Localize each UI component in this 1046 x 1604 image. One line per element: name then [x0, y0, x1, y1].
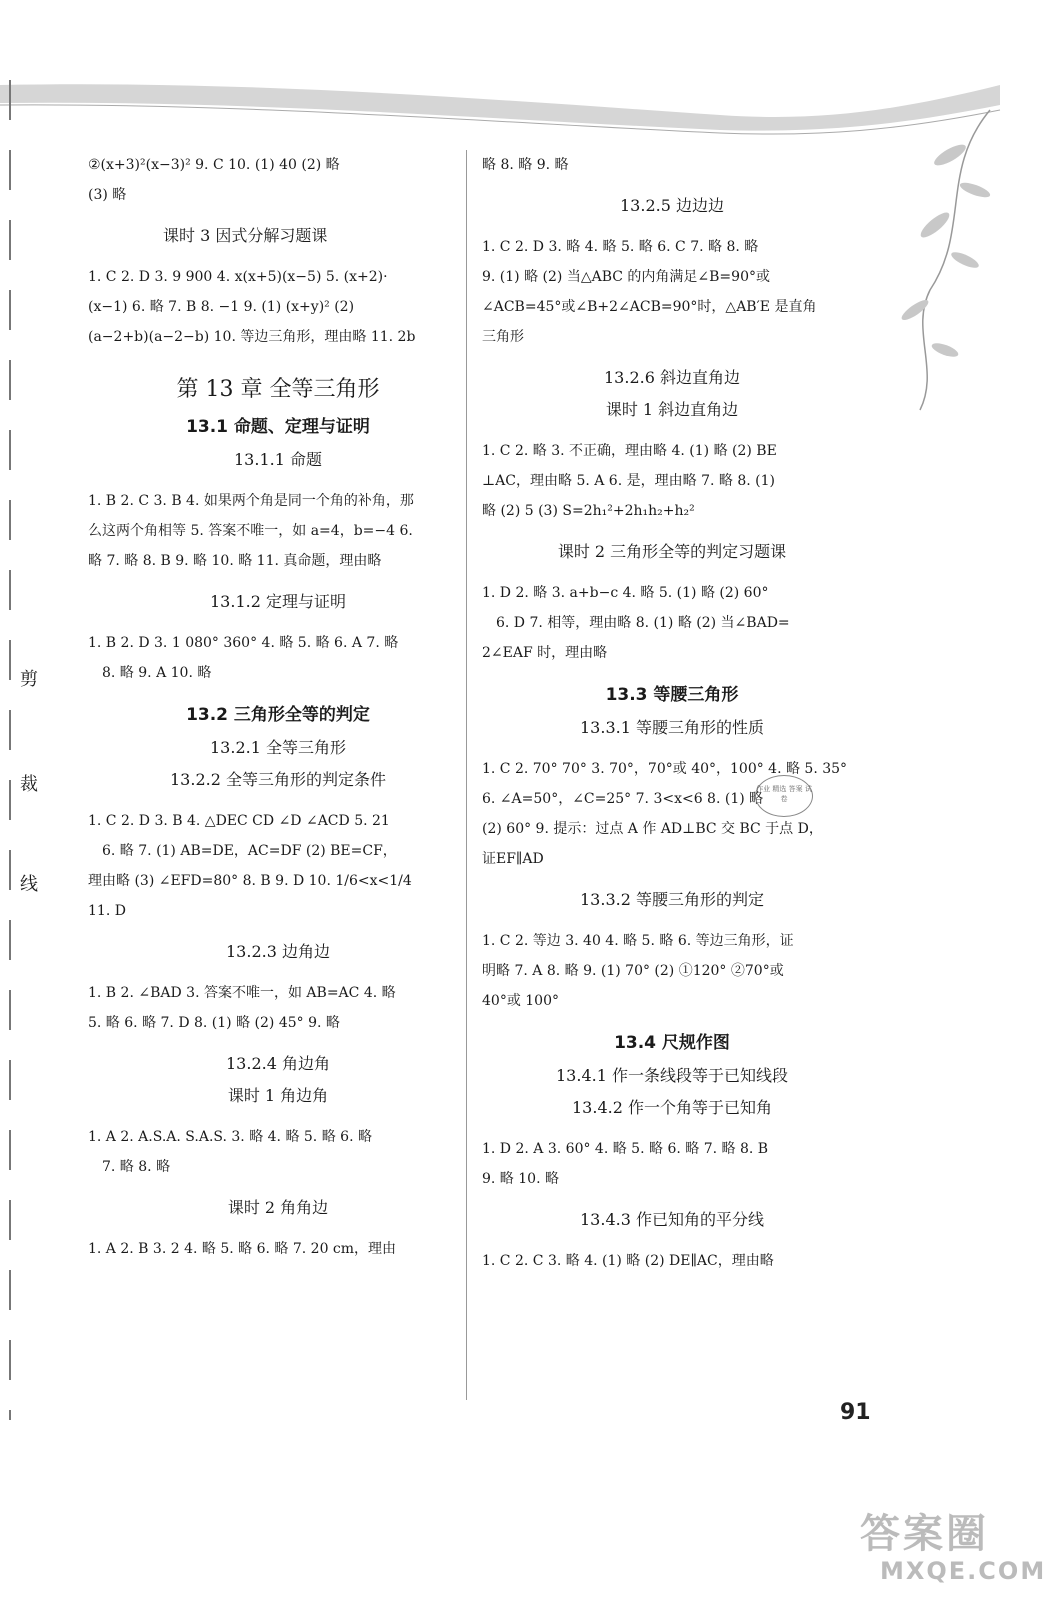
answer-line: 明略 7. A 8. 略 9. (1) 70° (2) ①120° ②70°或 — [482, 963, 784, 979]
answer-line: (x−1) 6. 略 7. B 8. −1 9. (1) (x+y)² (2) — [88, 299, 355, 315]
section-heading: 13.4.3 作已知角的平分线 — [580, 1210, 764, 1229]
answer-line: (a−2+b)(a−2−b) 10. 等边三角形，理由略 11. 2b — [88, 329, 416, 345]
answer-line: 1. B 2. C 3. B 4. 如果两个角是同一个角的补角，那 — [88, 493, 414, 509]
section-heading: 13.2.5 边边边 — [620, 196, 724, 215]
answer-line: 8. 略 9. A 10. 略 — [102, 665, 212, 681]
header-banner — [0, 75, 1000, 145]
section-heading: 课时 2 角角边 — [227, 1198, 329, 1217]
cut-label-2: 裁 — [20, 774, 38, 795]
watermark-url: MXQE.COM — [880, 1557, 1046, 1585]
answer-line: 2∠EAF 时，理由略 — [482, 645, 608, 661]
section-heading: 13.2 三角形全等的判定 — [186, 705, 370, 725]
cut-label-1: 剪 — [20, 669, 38, 690]
section-heading: 13.4.2 作一个角等于已知角 — [572, 1098, 772, 1117]
section-heading: 13.2.3 边角边 — [226, 942, 330, 961]
answer-line: 7. 略 8. 略 — [102, 1159, 171, 1175]
answer-line: 1. D 2. A 3. 60° 4. 略 5. 略 6. 略 7. 略 8. B — [482, 1141, 769, 1157]
section-heading: 13.2.2 全等三角形的判定条件 — [170, 770, 386, 789]
answer-line: 1. C 2. C 3. 略 4. (1) 略 (2) DE∥AC，理由略 — [482, 1253, 774, 1269]
answer-line: 5. 略 6. 略 7. D 8. (1) 略 (2) 45° 9. 略 — [88, 1015, 340, 1031]
answer-line: 略 (2) 5 (3) S=2h₁²+2h₁h₂+h₂² — [482, 503, 695, 519]
cut-label-3: 线 — [20, 874, 38, 895]
answer-line: 略 7. 略 8. B 9. 略 10. 略 11. 真命题，理由略 — [88, 553, 382, 569]
section-heading: 13.2.4 角边角 — [226, 1054, 330, 1073]
answer-line: 1. C 2. D 3. 略 4. 略 5. 略 6. C 7. 略 8. 略 — [482, 239, 759, 255]
answer-line: 1. C 2. 70° 70° 3. 70°，70°或 40°，100° 4. 略 5. 35° — [482, 761, 848, 777]
answer-line: 6. 略 7. (1) AB=DE，AC=DF (2) BE=CF， — [102, 843, 397, 859]
section-heading: 课时 1 斜边直角边 — [605, 400, 739, 419]
answer-line: ②(x+3)²(x−3)² 9. C 10. (1) 40 (2) 略 — [88, 157, 340, 173]
answer-line: (3) 略 — [88, 187, 127, 203]
section-heading: 课时 1 角边角 — [227, 1086, 329, 1105]
answer-line: 1. A 2. A.S.A. S.A.S. 3. 略 4. 略 5. 略 6. 略 — [88, 1129, 372, 1145]
section-heading: 课时 3 因式分解习题课 — [163, 226, 328, 245]
section-heading: 13.1 命题、定理与证明 — [186, 417, 370, 437]
answer-line: 40°或 100° — [482, 993, 559, 1009]
answer-line: ∠ACB=45°或∠B+2∠ACB=90°时，△AB′E 是直角 — [482, 299, 817, 315]
section-heading: 课时 2 三角形全等的判定习题课 — [557, 542, 787, 561]
section-heading: 13.1.2 定理与证明 — [210, 592, 346, 611]
answer-line: 么这两个角相等 5. 答案不唯一，如 a=4，b=−4 6. — [88, 523, 413, 539]
answer-line: 1. B 2. ∠BAD 3. 答案不唯一，如 AB=AC 4. 略 — [88, 985, 396, 1001]
stamp-logo: 作业 精选 答案 试卷 — [755, 775, 813, 817]
cut-margin — [0, 0, 40, 1600]
left-column — [88, 150, 468, 1264]
answer-line: 1. C 2. D 3. 9 900 4. x(x+5)(x−5) 5. (x+2)· — [88, 269, 388, 285]
section-heading: 13.4.1 作一条线段等于已知线段 — [556, 1066, 788, 1085]
answer-line: 证EF∥AD — [482, 851, 544, 867]
answer-line: 三角形 — [482, 329, 524, 345]
vine-decoration — [880, 110, 1000, 410]
section-heading: 13.3.2 等腰三角形的判定 — [580, 890, 764, 909]
section-heading: 13.4 尺规作图 — [614, 1033, 730, 1053]
section-heading: 13.3 等腰三角形 — [605, 685, 739, 705]
answer-line: 1. C 2. 略 3. 不正确，理由略 4. (1) 略 (2) BE — [482, 443, 777, 459]
answer-line: 1. A 2. B 3. 2 4. 略 5. 略 6. 略 7. 20 cm，理由 — [88, 1241, 397, 1257]
watermark-logo: 答案圈 — [860, 1511, 989, 1557]
section-heading: 13.2.1 全等三角形 — [210, 738, 346, 757]
answer-line: 1. C 2. D 3. B 4. △DEC CD ∠D ∠ACD 5. 21 — [88, 813, 390, 829]
cut-line — [0, 0, 40, 1600]
answer-line: 6. ∠A=50°，∠C=25° 7. 3<x<6 8. (1) 略 — [482, 791, 764, 807]
right-column — [482, 150, 862, 1276]
chapter-title: 第 13 章 全等三角形 — [176, 377, 380, 402]
answer-line: 11. D — [88, 903, 126, 919]
section-heading: 13.1.1 命题 — [234, 450, 322, 469]
answer-line: 6. D 7. 相等，理由略 8. (1) 略 (2) 当∠BAD= — [496, 615, 790, 631]
answer-line: ⊥AC，理由略 5. A 6. 是，理由略 7. 略 8. (1) — [482, 473, 775, 489]
answer-line: 1. C 2. 等边 3. 40 4. 略 5. 略 6. 等边三角形，证 — [482, 933, 794, 949]
answer-line: 略 8. 略 9. 略 — [482, 157, 569, 173]
answer-line: 9. (1) 略 (2) 当△ABC 的内角满足∠B=90°或 — [482, 269, 770, 285]
answer-line: 9. 略 10. 略 — [482, 1171, 559, 1187]
answer-line: (2) 60° 9. 提示：过点 A 作 AD⊥BC 交 BC 于点 D， — [482, 821, 823, 837]
answer-line: 理由略 (3) ∠EFD=80° 8. B 9. D 10. 1/6<x<1/4 — [88, 873, 412, 889]
answer-line: 1. B 2. D 3. 1 080° 360° 4. 略 5. 略 6. A 7. 略 — [88, 635, 399, 651]
section-heading: 13.2.6 斜边直角边 — [604, 368, 740, 387]
page-number: 91 — [840, 1400, 871, 1425]
answer-line: 1. D 2. 略 3. a+b−c 4. 略 5. (1) 略 (2) 60° — [482, 585, 769, 601]
section-heading: 13.3.1 等腰三角形的性质 — [580, 718, 764, 737]
